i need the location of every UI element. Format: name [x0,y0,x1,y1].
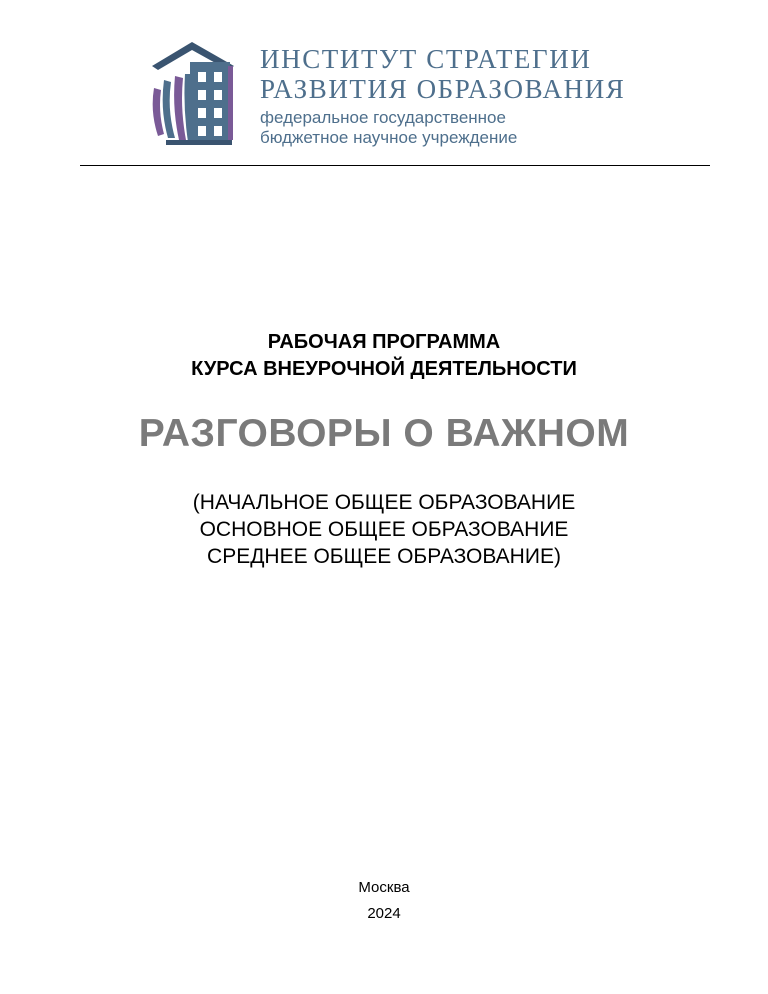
course-title: РАЗГОВОРЫ О ВАЖНОМ [138,412,630,455]
institute-type-line2: бюджетное научное учреждение [260,128,518,147]
program-title [0,329,768,383]
institute-name-line1: ИНСТИТУТ СТРАТЕГИИ [260,44,592,74]
publication-year: 2024 [367,905,401,922]
header-divider [80,165,710,166]
education-levels [0,489,768,570]
building-arc-logo-icon [148,36,236,148]
institute-type-line1: федеральное государственное [260,108,506,127]
institute-name-line2: РАЗВИТИЯ ОБРАЗОВАНИЯ [260,74,626,104]
publication-city: Москва [358,879,410,896]
institute-header [148,36,668,150]
education-level-secondary: СРЕДНЕЕ ОБЩЕЕ ОБРАЗОВАНИЕ) [207,545,561,568]
program-title-line2: КУРСА ВНЕУРОЧНОЙ ДЕЯТЕЛЬНОСТИ [191,358,577,380]
program-title-line1: РАБОЧАЯ ПРОГРАММА [267,331,501,353]
education-level-basic: ОСНОВНОЕ ОБЩЕЕ ОБРАЗОВАНИЕ [199,518,569,541]
education-level-primary: (НАЧАЛЬНОЕ ОБЩЕЕ ОБРАЗОВАНИЕ [192,491,576,514]
institute-type [260,108,517,148]
institute-name [260,44,625,104]
